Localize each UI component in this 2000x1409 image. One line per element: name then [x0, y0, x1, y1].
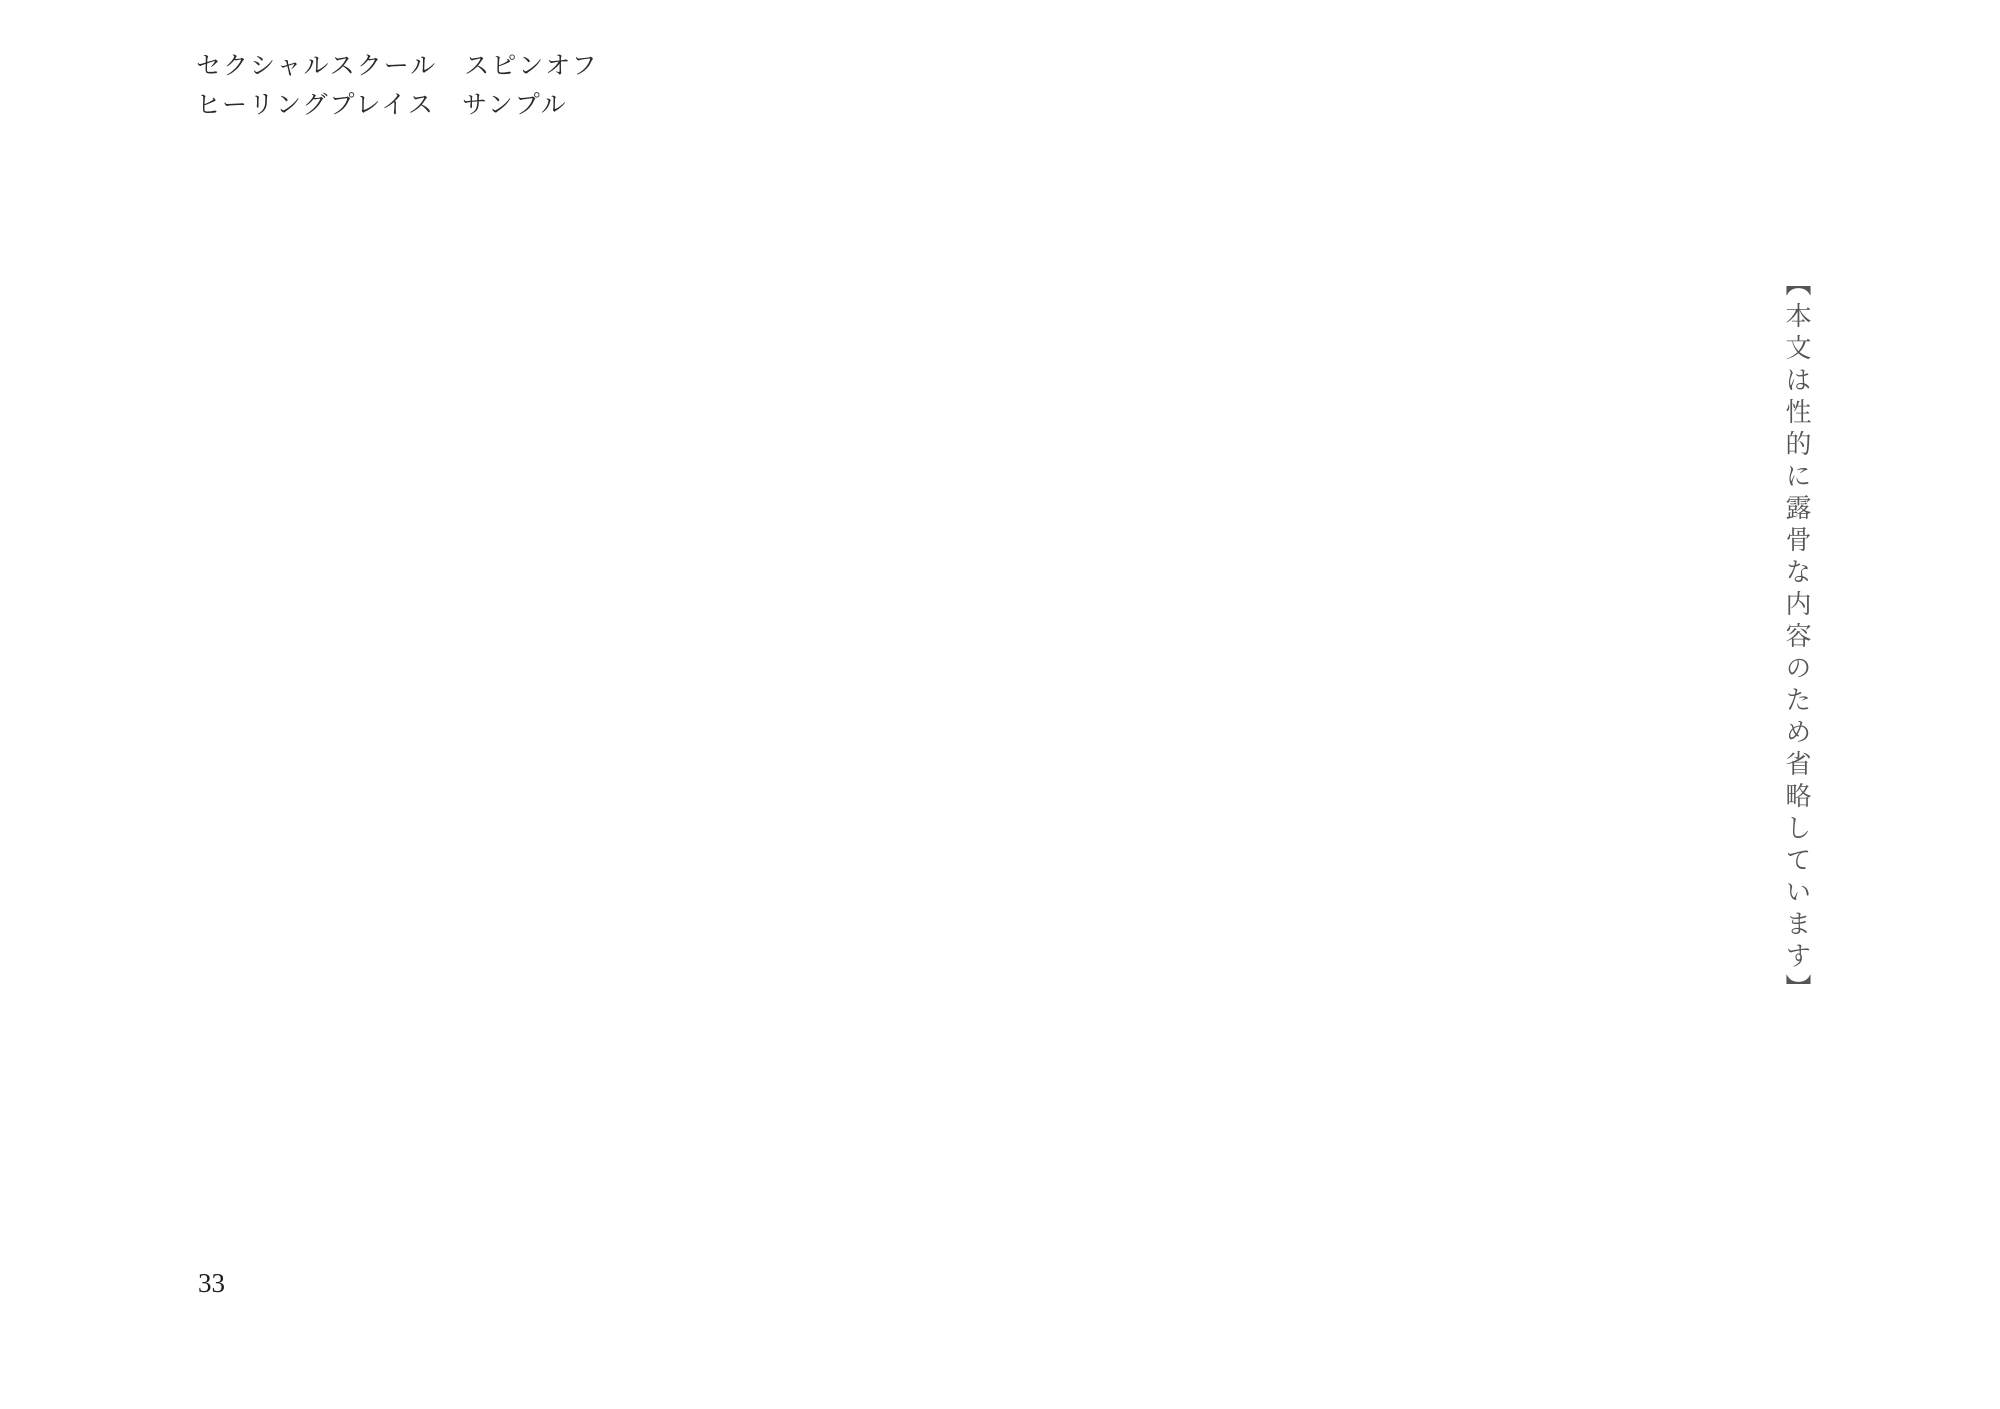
page-number: 33	[198, 1268, 225, 1298]
work-title-header	[196, 48, 599, 126]
work-title-line1: セクシャルスクール スピンオフ	[196, 53, 599, 80]
redaction-notice: 【本文は性的に露骨な内容のため省略しています】	[1782, 270, 1811, 1006]
vertical-text-body	[225, 270, 1815, 1165]
work-title-line2: ヒーリングプレイス サンプル	[196, 91, 568, 119]
redacted-text-columns	[1669, 270, 1695, 1165]
